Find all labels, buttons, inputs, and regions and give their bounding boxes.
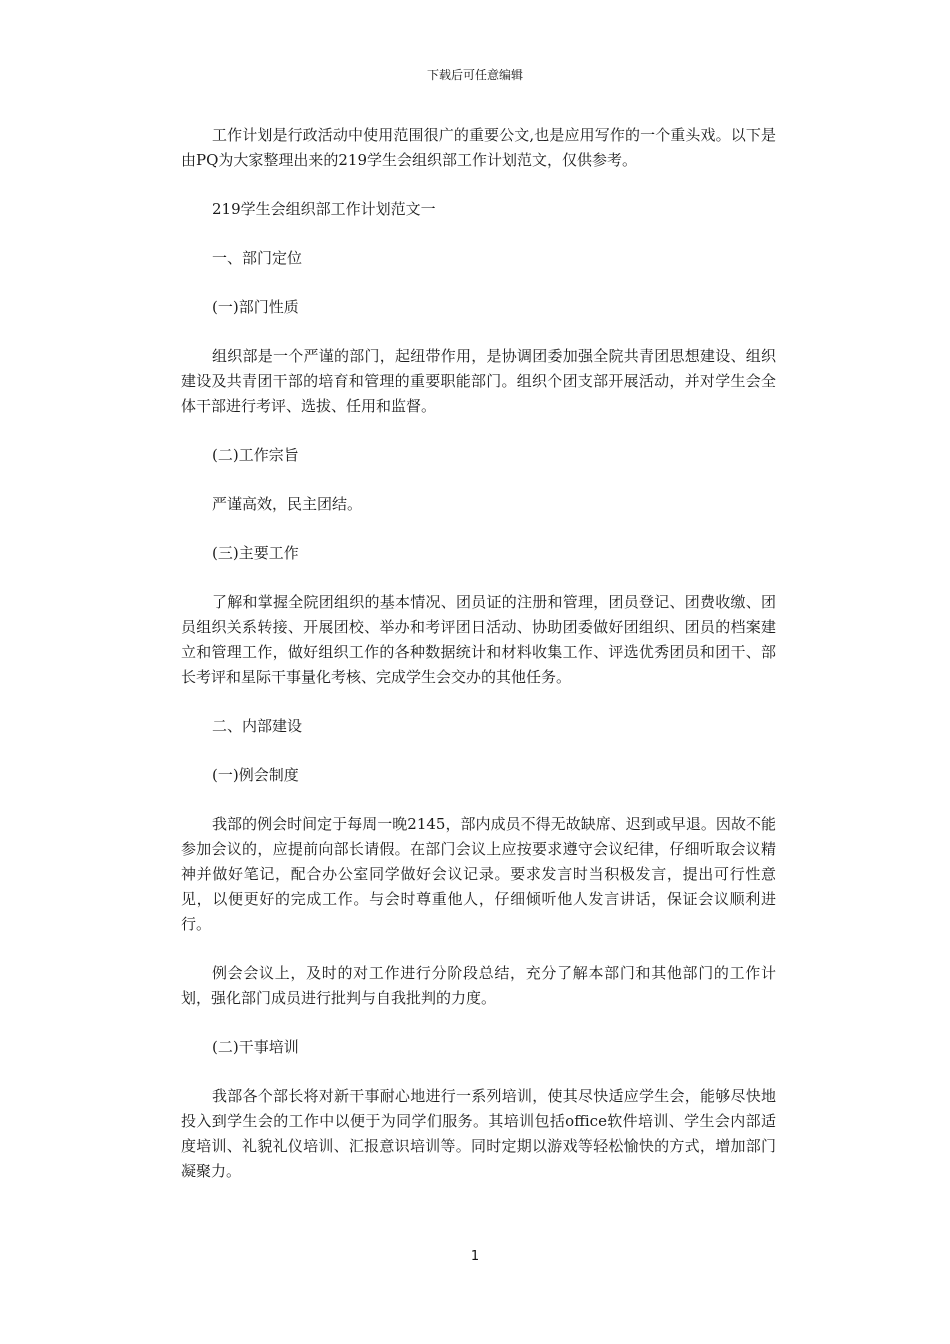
subsection-heading-work-purpose: (二)工作宗旨 bbox=[212, 446, 299, 464]
subsection-heading-meeting-system: (一)例会制度 bbox=[212, 766, 299, 784]
document-body bbox=[181, 123, 776, 1208]
subsection-heading-main-work: (三)主要工作 bbox=[212, 544, 299, 562]
subsection-heading-staff-training: (二)干事培训 bbox=[212, 1038, 299, 1056]
document-title: 219学生会组织部工作计划范文一 bbox=[212, 200, 436, 218]
work-purpose-text: 严谨高效，民主团结。 bbox=[212, 495, 363, 513]
meeting-summary-paragraph: 例会会议上，及时的对工作进行分阶段总结，充分了解本部门和其他部门的工作计划，强化部门成员进行批判与自我批判的力度。 bbox=[181, 964, 776, 1007]
header-note: 下载后可任意编辑 bbox=[426, 68, 523, 82]
subsection-heading-department-nature: (一)部门性质 bbox=[212, 298, 299, 316]
department-nature-paragraph: 组织部是一个严谨的部门，起纽带作用，是协调团委加强全院共青团思想建设、组织建设及共青团干部的培育和管理的重要职能部门。组织个团支部开展活动，并对学生会全体干部进行考评、选拔、任用和监督。 bbox=[181, 347, 776, 415]
page-number: 1 bbox=[470, 1249, 480, 1264]
section-heading-internal-construction: 二、内部建设 bbox=[212, 717, 303, 735]
intro-paragraph: 工作计划是行政活动中使用范围很广的重要公文,也是应用写作的一个重头戏。以下是由PQ为大家整理出来的219学生会组织部工作计划范文，仅供参考。 bbox=[181, 126, 776, 169]
staff-training-paragraph: 我部各个部长将对新干事耐心地进行一系列培训，使其尽快适应学生会，能够尽快地投入到学生会的工作中以便于为同学们服务。其培训包括office软件培训、学生会内部适度培训、礼貌礼仪培训、汇报意识培训等。同时定期以游戏等轻松愉快的方式，增加部门凝聚力。 bbox=[181, 1087, 776, 1180]
section-heading-department-positioning: 一、部门定位 bbox=[212, 249, 303, 267]
meeting-system-paragraph: 我部的例会时间定于每周一晚2145，部内成员不得无故缺席、迟到或早退。因故不能参加会议的，应提前向部长请假。在部门会议上应按要求遵守会议纪律，仔细听取会议精神并做好笔记，配合办公室同学做好会议记录。要求发言时当积极发言，提出可行性意见，以便更好的完成工作。与会时尊重他人，仔细倾听他人发言讲话，保证会议顺利进行。 bbox=[181, 815, 776, 933]
main-work-paragraph: 了解和掌握全院团组织的基本情况、团员证的注册和管理，团员登记、团费收缴、团员组织关系转接、开展团校、举办和考评团日活动、协助团委做好团组织、团员的档案建立和管理工作，做好组织工作的各种数据统计和材料收集工作、评选优秀团员和团干、部长考评和星际干事量化考核、完成学生会交办的其他任务。 bbox=[181, 593, 776, 686]
